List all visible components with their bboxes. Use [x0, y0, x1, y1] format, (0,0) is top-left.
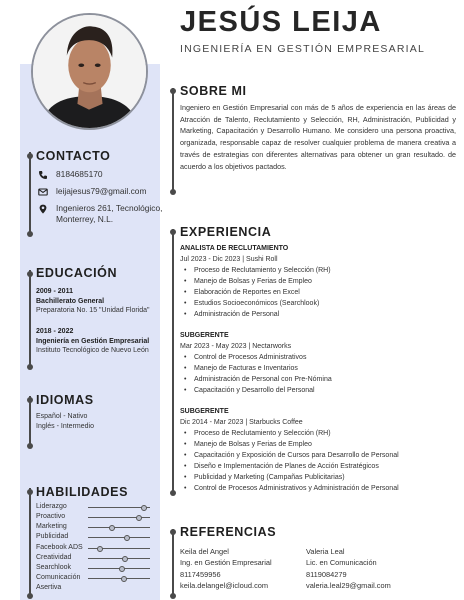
skill-level-knob	[97, 546, 103, 552]
job-meta: Dic 2014 - Mar 2023 | Starbucks Coffee	[180, 419, 303, 426]
job-entry	[180, 243, 456, 320]
skill-name: Marketing	[36, 523, 67, 530]
location-pin-icon	[38, 204, 48, 214]
job-entry	[180, 406, 456, 494]
language-item: Inglés - Intermedio	[36, 423, 94, 430]
reference-entry	[180, 546, 272, 592]
job-task: • Proceso de Reclutamiento y Selección (RH)	[180, 428, 456, 439]
education-years: 2018 - 2022	[36, 328, 74, 335]
contact-phone	[38, 169, 178, 180]
skill-bar	[88, 578, 150, 579]
reference-name: Valeria Leal	[306, 547, 345, 556]
skill-level-knob	[141, 505, 147, 511]
section-marker	[170, 529, 176, 535]
job-task-list	[180, 265, 456, 320]
job-task: • Diseño e Implementación de Planes de Acción Estratégicos	[180, 461, 456, 472]
section-line	[172, 229, 174, 493]
about-text: Ingeniero en Gestión Empresarial con más de 5 años de experiencia en las áreas de Atracción de Talento, Reclutamiento y Selección, RH, Administración, Publicidad y Marketing, Capacitación y Desarrollo Humano. Me considero una persona proactiva, organizada, responsable capaz de resolver cualquier problema de manera creativa a través de estrategias con diferentes alternativas para obtener un gran resultado. de acuerdo a los objetivos pactados.	[180, 103, 456, 171]
section-marker	[170, 593, 176, 599]
section-line	[172, 529, 174, 596]
skill-bar	[88, 537, 150, 538]
reference-phone: 8117459956	[180, 569, 221, 579]
skill-name: Searchlook	[36, 564, 72, 571]
skill-row	[36, 563, 160, 573]
skill-bar	[88, 517, 150, 518]
skill-row	[36, 553, 160, 563]
job-task: • Administración de Personal	[180, 309, 456, 320]
job-task: • Control de Procesos Administrativos y Administración de Personal	[180, 483, 456, 494]
skill-row	[36, 573, 160, 583]
job-meta: Mar 2023 - May 2023 | Nectarworks	[180, 343, 292, 350]
job-task: • Capacitación y Desarrollo del Personal	[180, 385, 456, 396]
job-meta: Jul 2023 - Dic 2023 | Sushi Roll	[180, 256, 278, 263]
education-years: 2009 - 2011	[36, 288, 73, 295]
about-heading: SOBRE MI	[180, 84, 247, 98]
contact-address-text: Ingenieros 261, Tecnológico, Monterrey, N.L.	[56, 203, 163, 224]
section-marker	[27, 153, 33, 159]
avatar	[33, 15, 146, 128]
job-task: • Manejo de Bolsas y Ferias de Empleo	[180, 276, 456, 287]
language-item: Español - Nativo	[36, 413, 88, 420]
mail-icon	[38, 187, 48, 197]
reference-title: Ing. en Gestión Empresarial	[180, 558, 272, 568]
skill-bar	[88, 507, 150, 508]
skill-name: Creatividad	[36, 554, 72, 561]
job-task: • Publicidad y Marketing (Campañas Publicitarias)	[180, 472, 456, 483]
education-item	[36, 287, 160, 316]
languages-heading: IDIOMAS	[36, 393, 94, 407]
skills-heading: HABILIDADES	[36, 485, 129, 499]
reference-email[interactable]: keila.delangel@icloud.com	[180, 581, 269, 591]
section-line	[29, 396, 31, 446]
job-task: • Estudios Socioeconómicos (Searchlook)	[180, 298, 456, 309]
contact-address	[38, 203, 178, 225]
contact-email-text[interactable]: leijajesus79@gmail.com	[56, 186, 147, 196]
reference-title: Lic. en Comunicación	[306, 558, 377, 568]
skill-level-knob	[136, 515, 142, 521]
section-marker	[27, 593, 33, 599]
candidate-title: INGENIERÍA EN GESTIÓN EMPRESARIAL	[180, 43, 425, 55]
section-marker	[27, 489, 33, 495]
reference-phone: 8119084279	[306, 569, 347, 579]
phone-icon	[38, 170, 48, 180]
skill-bar	[88, 568, 150, 569]
skill-level-knob	[119, 566, 125, 572]
education-school: Preparatoria No. 15 "Unidad Florida"	[36, 307, 150, 314]
contact-email[interactable]	[38, 186, 178, 197]
education-school: Instituto Tecnológico de Nuevo León	[36, 347, 149, 354]
reference-name: Keila del Angel	[180, 547, 229, 556]
job-entry	[180, 330, 456, 396]
skill-name: Comunicación	[36, 574, 81, 581]
skill-name: Publicidad	[36, 533, 69, 540]
skill-name: Asertiva	[36, 584, 62, 591]
section-marker	[170, 189, 176, 195]
skill-level-knob	[124, 535, 130, 541]
education-item	[36, 327, 160, 356]
contact-phone-text: 8184685170	[56, 169, 103, 179]
skill-row	[36, 502, 160, 512]
section-line	[29, 488, 31, 596]
job-role: SUBGERENTE	[180, 408, 229, 415]
section-marker	[170, 88, 176, 94]
skill-bar	[88, 548, 150, 549]
skill-row	[36, 532, 160, 542]
section-marker	[27, 397, 33, 403]
reference-entry	[306, 546, 391, 592]
contact-heading: CONTACTO	[36, 149, 111, 163]
profile-photo	[31, 13, 148, 130]
section-marker	[170, 229, 176, 235]
education-heading: EDUCACIÓN	[36, 266, 118, 280]
education-degree: Ingeniería en Gestión Empresarial	[36, 337, 150, 345]
skill-row	[36, 583, 160, 593]
skill-level-knob	[121, 576, 127, 582]
skill-name: Proactivo	[36, 513, 66, 520]
section-line	[29, 152, 31, 233]
job-task-list	[180, 352, 456, 396]
job-task: • Control de Procesos Administrativos	[180, 352, 456, 363]
job-task: • Capacitación y Exposición de Cursos para Desarrollo de Personal	[180, 450, 456, 461]
section-line	[172, 88, 174, 192]
skill-row	[36, 512, 160, 522]
section-line	[29, 270, 31, 367]
skill-name: Facebook ADS	[36, 544, 83, 551]
skill-row	[36, 543, 160, 553]
skill-level-knob	[122, 556, 128, 562]
skill-row	[36, 522, 160, 532]
job-task: • Manejo de Bolsas y Ferias de Empleo	[180, 439, 456, 450]
job-task: • Manejo de Facturas e Inventarios	[180, 363, 456, 374]
job-task-list	[180, 428, 456, 494]
skill-level-knob	[109, 525, 115, 531]
experience-heading: EXPERIENCIA	[180, 225, 272, 239]
section-marker	[27, 443, 33, 449]
reference-email[interactable]: valeria.leal29@gmail.com	[306, 581, 391, 591]
skill-bar	[88, 527, 150, 528]
job-role: SUBGERENTE	[180, 332, 229, 339]
section-marker	[27, 231, 33, 237]
skill-bar	[88, 558, 150, 559]
skill-name: Liderazgo	[36, 503, 67, 510]
section-marker	[27, 271, 33, 277]
job-task: • Elaboración de Reportes en Excel	[180, 287, 456, 298]
job-task: • Administración de Personal con Pre-Nómina	[180, 374, 456, 385]
job-role: ANALISTA DE RECLUTAMIENTO	[180, 245, 289, 252]
section-marker	[27, 364, 33, 370]
references-heading: REFERENCIAS	[180, 525, 277, 539]
education-degree: Bachillerato General	[36, 297, 105, 305]
section-marker	[170, 490, 176, 496]
job-task: • Proceso de Reclutamiento y Selección (RH)	[180, 265, 456, 276]
candidate-name: JESÚS LEIJA	[180, 6, 382, 38]
